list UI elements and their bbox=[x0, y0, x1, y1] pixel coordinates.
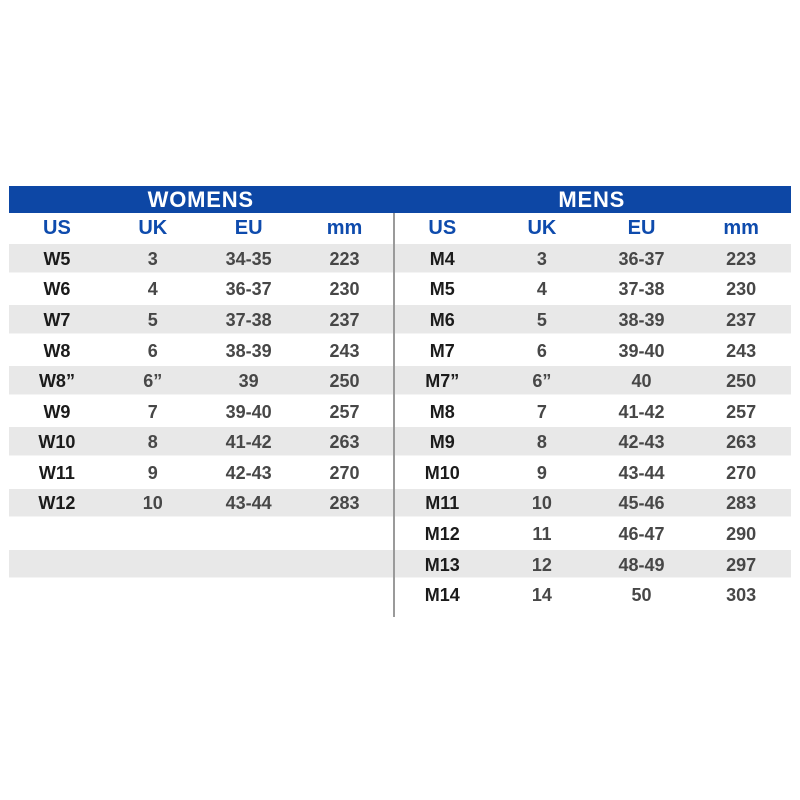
mens-table-row bbox=[393, 305, 792, 336]
womens-cell: 250 bbox=[329, 371, 360, 392]
mens-cell: 230 bbox=[726, 279, 757, 300]
mens-title-label: MENS bbox=[558, 186, 626, 212]
mens-table-row bbox=[393, 336, 792, 367]
mens-table bbox=[393, 213, 792, 611]
mens-table-row bbox=[393, 519, 792, 550]
womens-table bbox=[9, 213, 393, 611]
womens-cell: W8” bbox=[38, 371, 75, 392]
womens-table-row bbox=[9, 427, 393, 458]
mens-cell: M7” bbox=[425, 371, 460, 392]
womens-cell: 237 bbox=[329, 309, 360, 330]
mens-cell: 5 bbox=[536, 309, 547, 330]
mens-cell: M11 bbox=[425, 493, 460, 514]
mens-cell: M12 bbox=[424, 523, 460, 544]
mens-cell: 237 bbox=[726, 309, 757, 330]
womens-cell: 257 bbox=[329, 401, 360, 422]
mens-cell: 223 bbox=[726, 248, 757, 269]
womens-table-row bbox=[9, 489, 393, 520]
mens-column-header-uk: UK bbox=[527, 217, 557, 239]
mens-table-row bbox=[393, 489, 792, 520]
womens-cell: 243 bbox=[329, 340, 360, 361]
title-bar bbox=[9, 186, 791, 213]
mens-cell: 41-42 bbox=[618, 401, 665, 422]
mens-table-row bbox=[393, 550, 792, 581]
womens-table-row bbox=[9, 458, 393, 489]
womens-table-row bbox=[9, 275, 393, 306]
womens-cell: 6 bbox=[147, 340, 158, 361]
womens-cell: W12 bbox=[38, 493, 76, 514]
womens-cell: 43-44 bbox=[225, 493, 272, 514]
mens-column-header-row bbox=[393, 213, 792, 244]
mens-cell: 45-46 bbox=[618, 493, 665, 514]
womens-column-header-eu: EU bbox=[234, 217, 263, 239]
mens-cell: 11 bbox=[532, 523, 552, 544]
mens-cell: 42-43 bbox=[618, 432, 665, 453]
mens-cell: 290 bbox=[726, 523, 757, 544]
womens-cell: W8 bbox=[43, 340, 71, 361]
table-body bbox=[9, 213, 791, 611]
mens-table-row bbox=[393, 366, 792, 397]
womens-cell: 38-39 bbox=[225, 340, 272, 361]
mens-cell: 3 bbox=[536, 248, 547, 269]
mens-cell: 6” bbox=[532, 371, 552, 392]
womens-cell: 39 bbox=[238, 371, 259, 392]
mens-cell: 250 bbox=[726, 371, 757, 392]
womens-cell: 7 bbox=[147, 401, 158, 422]
mens-cell: 9 bbox=[536, 462, 547, 483]
womens-cell: W6 bbox=[43, 279, 71, 300]
mens-cell: 4 bbox=[536, 279, 547, 300]
womens-title-label: WOMENS bbox=[147, 186, 254, 212]
womens-cell: 5 bbox=[147, 309, 158, 330]
mens-cell: M7 bbox=[429, 340, 455, 361]
womens-column-header-row bbox=[9, 213, 393, 244]
womens-cell: 36-37 bbox=[225, 279, 272, 300]
womens-column-header-us: US bbox=[43, 217, 71, 239]
mens-cell: 8 bbox=[536, 432, 547, 453]
mens-cell: 46-47 bbox=[618, 523, 665, 544]
womens-table-row bbox=[9, 397, 393, 428]
mens-cell: 257 bbox=[726, 401, 757, 422]
womens-cell: 39-40 bbox=[225, 401, 272, 422]
womens-cell: 4 bbox=[147, 279, 158, 300]
womens-cell: W11 bbox=[38, 462, 75, 483]
mens-cell: 263 bbox=[726, 432, 757, 453]
mens-cell: M10 bbox=[424, 462, 460, 483]
womens-table-row bbox=[9, 580, 393, 611]
mens-cell: 38-39 bbox=[618, 309, 665, 330]
womens-cell: 42-43 bbox=[225, 462, 272, 483]
womens-table-row bbox=[9, 305, 393, 336]
womens-cell: 37-38 bbox=[225, 309, 272, 330]
mens-cell: 48-49 bbox=[618, 554, 665, 575]
mens-cell: 303 bbox=[726, 585, 757, 606]
mens-cell: 10 bbox=[531, 493, 552, 514]
womens-cell: 41-42 bbox=[225, 432, 272, 453]
mens-cell: 36-37 bbox=[618, 248, 665, 269]
womens-cell: W5 bbox=[43, 248, 71, 269]
womens-cell: 6” bbox=[143, 371, 163, 392]
womens-column-header-uk: UK bbox=[138, 217, 168, 239]
womens-table-row bbox=[9, 244, 393, 275]
womens-cell: 230 bbox=[329, 279, 360, 300]
mens-cell: 270 bbox=[726, 462, 757, 483]
divider-line bbox=[393, 213, 396, 617]
mens-cell: M5 bbox=[429, 279, 455, 300]
womens-cell: W7 bbox=[43, 309, 71, 330]
mens-cell: 50 bbox=[631, 585, 652, 606]
womens-cell: 270 bbox=[329, 462, 360, 483]
womens-table-row bbox=[9, 519, 393, 550]
womens-cell: 263 bbox=[329, 432, 360, 453]
womens-cell: 34-35 bbox=[225, 248, 272, 269]
womens-cell: W10 bbox=[38, 432, 76, 453]
mens-table-row bbox=[393, 427, 792, 458]
mens-column-header-mm: mm bbox=[723, 217, 759, 239]
mens-table-row bbox=[393, 580, 792, 611]
mens-cell: 14 bbox=[531, 585, 552, 606]
womens-cell: W9 bbox=[43, 401, 71, 422]
womens-cell: 8 bbox=[147, 432, 158, 453]
mens-cell: 37-38 bbox=[618, 279, 665, 300]
womens-cell: 283 bbox=[329, 493, 360, 514]
womens-cell: 223 bbox=[329, 248, 360, 269]
womens-cell: 3 bbox=[147, 248, 158, 269]
mens-cell: 6 bbox=[536, 340, 547, 361]
mens-table-row bbox=[393, 397, 792, 428]
womens-table-row bbox=[9, 550, 393, 581]
mens-cell: M9 bbox=[429, 432, 455, 453]
size-conversion-chart bbox=[9, 186, 791, 611]
mens-column-header-eu: EU bbox=[627, 217, 656, 239]
mens-cell: 7 bbox=[536, 401, 547, 422]
womens-table-row bbox=[9, 366, 393, 397]
mens-cell: 283 bbox=[726, 493, 757, 514]
mens-cell: 12 bbox=[531, 554, 552, 575]
mens-cell: 40 bbox=[631, 371, 652, 392]
mens-table-row bbox=[393, 244, 792, 275]
mens-cell: M6 bbox=[429, 309, 455, 330]
womens-cell: 9 bbox=[147, 462, 158, 483]
mens-cell: M13 bbox=[424, 554, 460, 575]
mens-section-title bbox=[393, 186, 792, 213]
womens-section-title bbox=[9, 186, 393, 213]
mens-cell: 43-44 bbox=[618, 462, 665, 483]
mens-table-row bbox=[393, 458, 792, 489]
mens-cell: 297 bbox=[726, 554, 757, 575]
mens-cell: M8 bbox=[429, 401, 455, 422]
mens-cell: M14 bbox=[424, 585, 460, 606]
womens-column-header-mm: mm bbox=[326, 217, 363, 239]
mens-cell: 39-40 bbox=[618, 340, 665, 361]
womens-cell: 10 bbox=[142, 493, 163, 514]
womens-table-row bbox=[9, 336, 393, 367]
mens-cell: M4 bbox=[429, 248, 455, 269]
mens-cell: 243 bbox=[726, 340, 757, 361]
mens-column-header-us: US bbox=[428, 217, 457, 239]
mens-table-row bbox=[393, 275, 792, 306]
